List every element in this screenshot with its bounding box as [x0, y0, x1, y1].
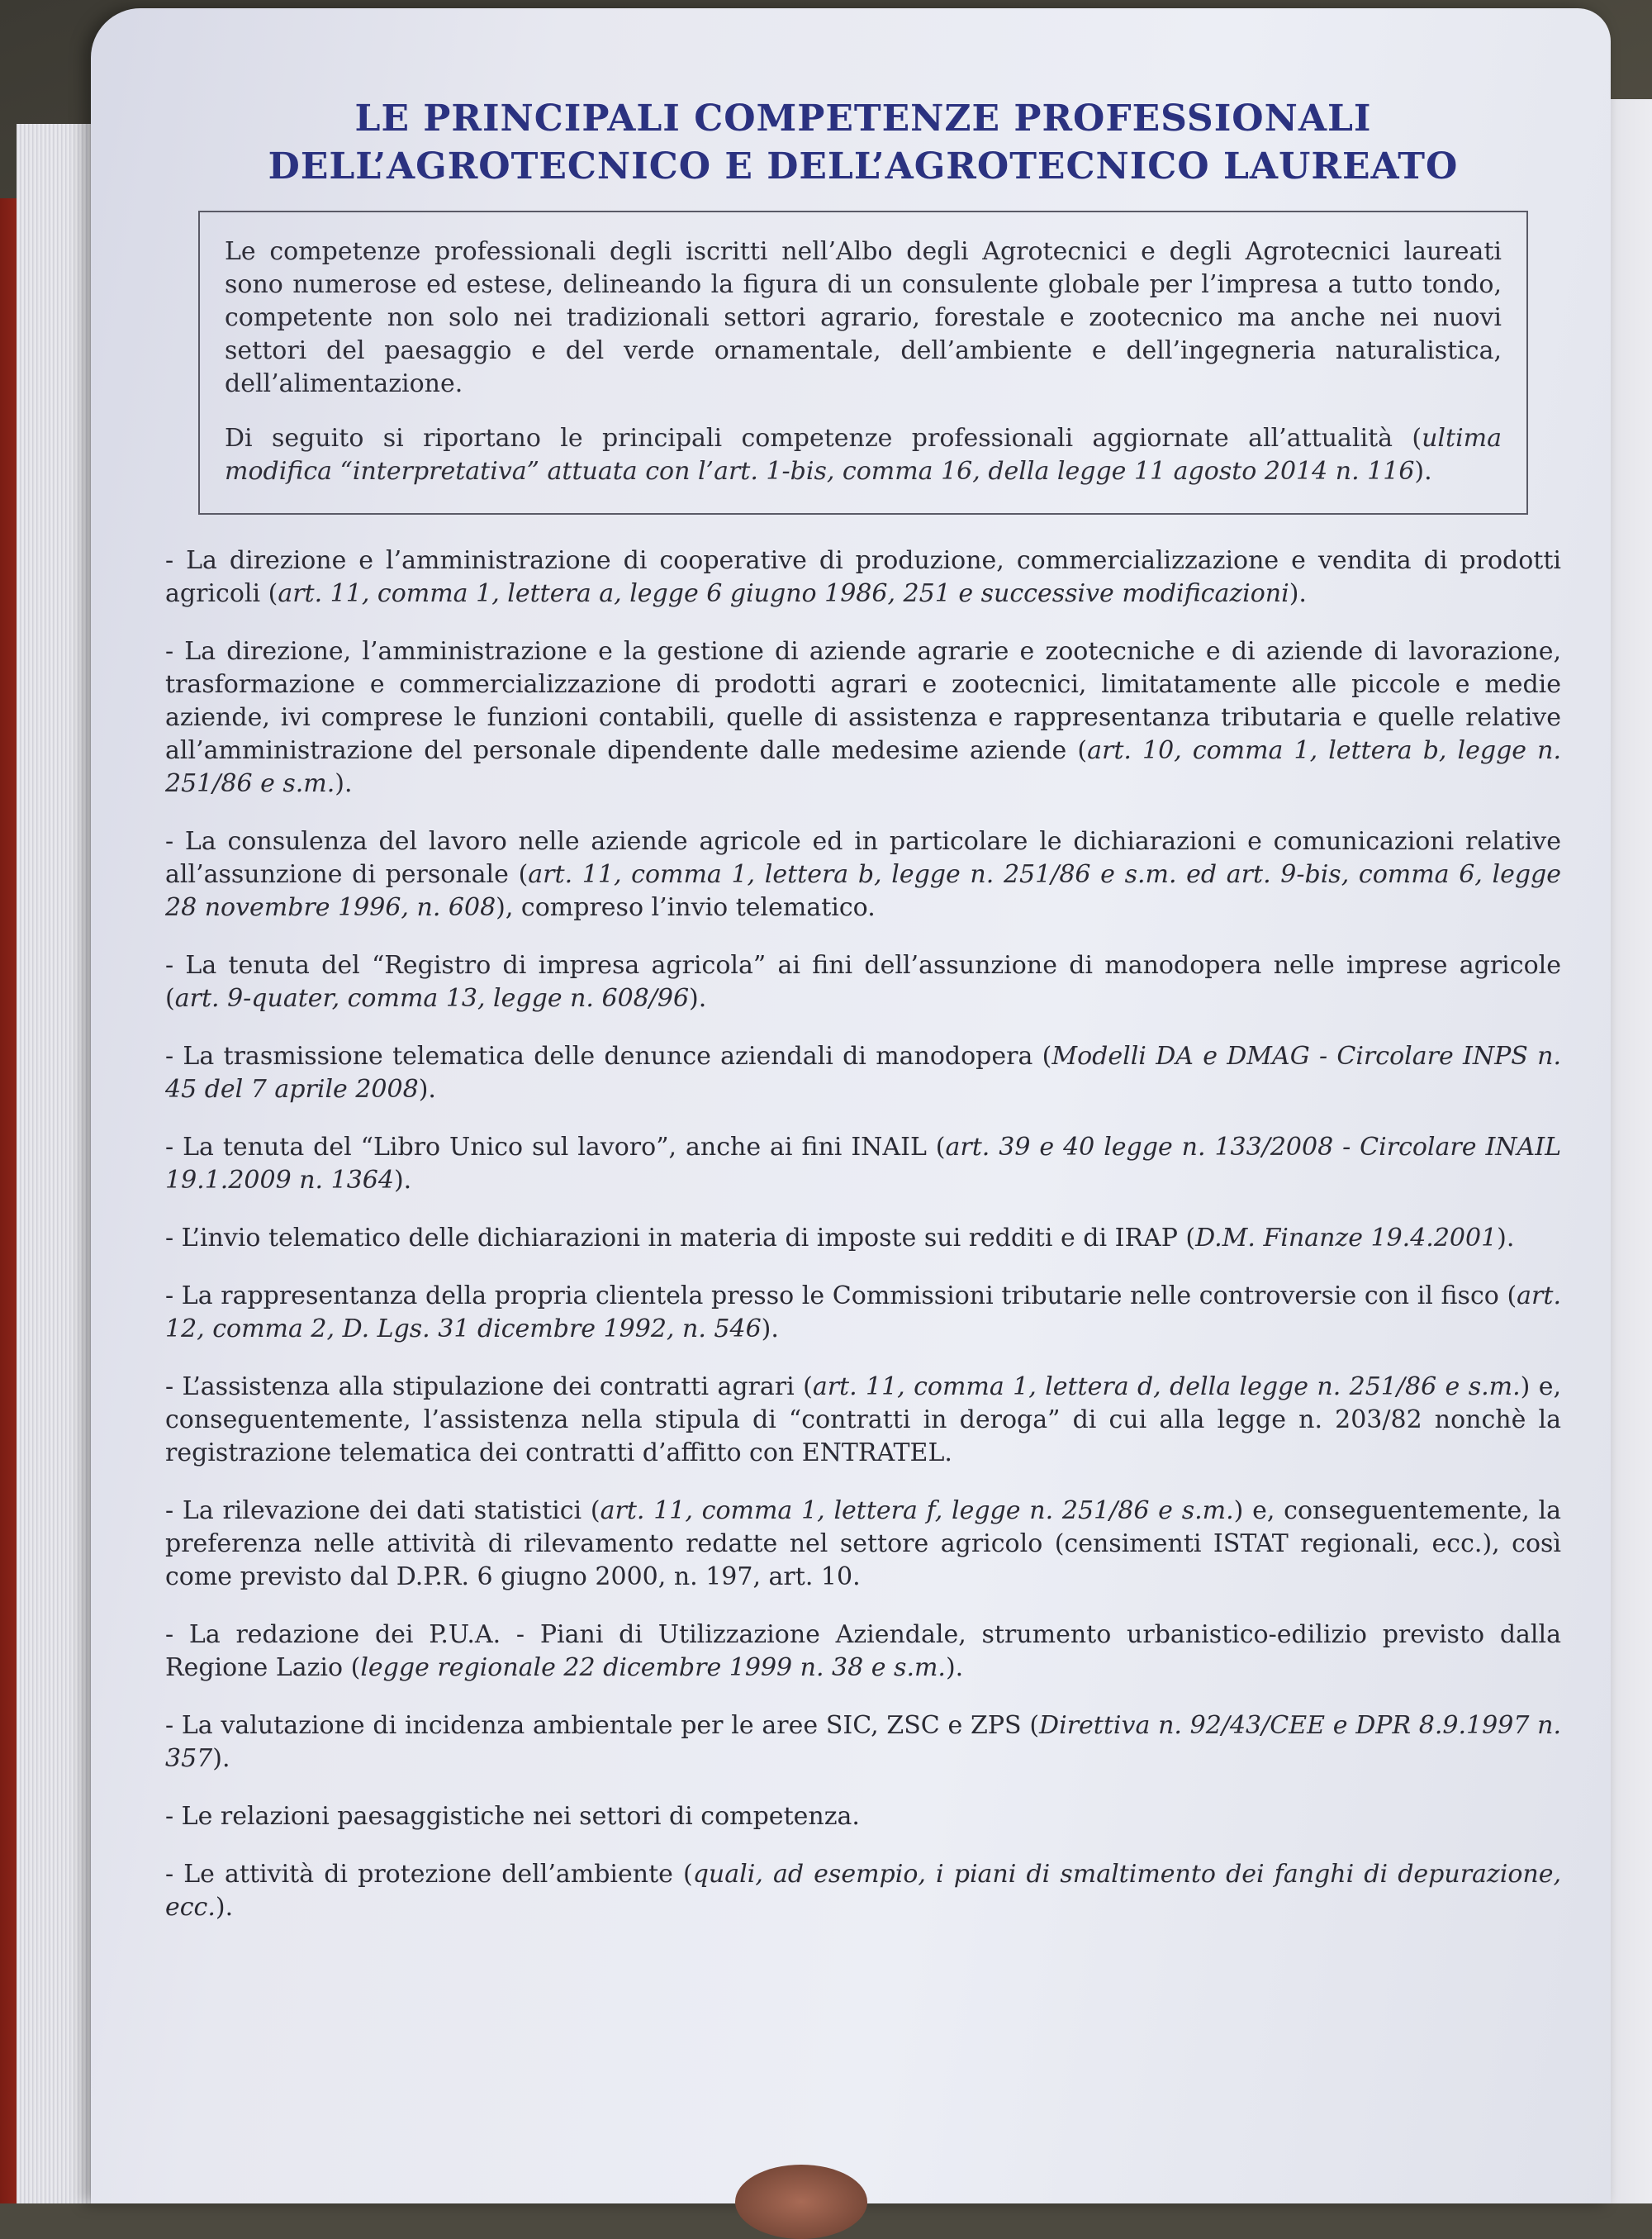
page-content: [165, 95, 1561, 1949]
list-item-end: ).: [418, 1075, 436, 1104]
list-item-text: - La tenuta del “Libro Unico sul lavoro”, anche ai fini INAIL (: [165, 1133, 946, 1162]
list-item: [165, 635, 1561, 801]
list-item: [165, 1619, 1561, 1685]
list-item-end: ).: [335, 769, 353, 798]
book-page: [91, 8, 1611, 2203]
list-item-text: - L’invio telematico delle dichiarazioni in materia di imposte sui redditi e di IRAP (: [165, 1224, 1196, 1253]
list-item: [165, 825, 1561, 925]
list-item-end: ).: [761, 1314, 779, 1343]
list-item: [165, 1280, 1561, 1346]
list-item-reference: art. 9-quater, comma 13, legge n. 608/96: [174, 984, 690, 1013]
list-item-text: - La rilevazione dei dati statistici (: [165, 1496, 601, 1525]
list-item-text: - La consulenza del lavoro nelle aziende agricole ed in particolare le dichiarazioni e comunicazioni relative all’assunzione di personale (: [165, 827, 1561, 889]
intro-paragraph-2: [225, 422, 1502, 488]
list-item-end: ) e, conseguentemente, la preferenza nelle attività di rilevamento redatte nel settore agricolo (censimenti ISTAT regionali, ecc.), così come previsto dal D.P.R. 6 giugno 2000, n. 197, art. 10.: [165, 1496, 1561, 1591]
list-item-end: ).: [945, 1653, 964, 1682]
list-item-reference: quali, ad esempio, i piani di smaltimento dei fanghi di depurazione, ecc.: [165, 1860, 1561, 1922]
list-item-reference: art. 10, comma 1, lettera b, legge n. 251/86 e s.m.: [165, 736, 1561, 798]
list-item-text: - La trasmissione telematica delle denunce aziendali di manodopera (: [165, 1042, 1052, 1071]
intro-box: [198, 211, 1528, 515]
page-title: [165, 95, 1561, 191]
list-item-reference: Direttiva n. 92/43/CEE e DPR 8.9.1997 n. 357: [165, 1711, 1562, 1773]
list-item-end: ).: [1497, 1224, 1515, 1253]
list-item-reference: art. 11, comma 1, lettera a, legge 6 giugno 1986, 251 e successive modificazioni: [278, 579, 1289, 608]
list-item: [165, 544, 1561, 611]
list-item: [165, 1858, 1561, 1924]
list-item-text: - L’assistenza alla stipulazione dei contratti agrari (: [165, 1372, 813, 1401]
list-item-reference: art. 11, comma 1, lettera b, legge n. 251/86 e s.m. ed art. 9-bis, comma 6, legge 28 novembre 1996, n. 608: [165, 860, 1562, 922]
intro-paragraph-2-text: Di seguito si riportano le principali competenze professionali aggiornate all’attualità (: [225, 424, 1422, 453]
intro-paragraph-2-reference: ultima modifica “interpretativa” attuata con l’art. 1-bis, comma 16, della legge 11 agosto 2014 n. 116: [225, 424, 1502, 486]
competence-list: [165, 544, 1561, 1924]
list-item-reference: art. 12, comma 2, D. Lgs. 31 dicembre 1992, n. 546: [165, 1281, 1561, 1343]
list-item-text: - La rappresentanza della propria clientela presso le Commissioni tributarie nelle controversie con il fisco (: [165, 1281, 1517, 1310]
list-item-reference: Modelli DA e DMAG - Circolare INPS n. 45 del 7 aprile 2008: [165, 1042, 1561, 1104]
list-item-reference: art. 11, comma 1, lettera f, legge n. 251/86 e s.m.: [600, 1496, 1234, 1525]
list-item-text: - La direzione, l’amministrazione e la gestione di aziende agrarie e zootecniche e di aziende di lavorazione, trasformazione e commercializzazione di prodotti agrari e zootecnici, limitatamente alle piccole e medie aziende, ivi comprese le funzioni contabili, quelle di assistenza e rappresentanza tributaria e quelle relative all’amministrazione del personale dipendente dalle medesime aziende (: [165, 637, 1561, 765]
list-item-end: ).: [212, 1744, 230, 1773]
list-item-reference: legge regionale 22 dicembre 1999 n. 38 e s.m.: [360, 1653, 946, 1682]
list-item-end: ).: [393, 1166, 412, 1195]
list-item-text: - La direzione e l’amministrazione di cooperative di produzione, commercializzazione e vendita di prodotti agricoli (: [165, 546, 1561, 608]
list-item: [165, 949, 1561, 1015]
intro-paragraph-1: Le competenze professionali degli iscritti nell’Albo degli Agrotecnici e degli Agrotecnici laureati sono numerose ed estese, delineando la figura di un consulente globale per l’impresa a tutto tondo, competente non solo nei tradizionali settori agrario, forestale e zootecnico ma anche nei nuovi settori del paesaggio e del verde ornamentale, dell’ambiente e dell’ingegneria naturalistica, dell’alimentazione.: [225, 237, 1502, 398]
list-item: [165, 1800, 1561, 1833]
list-item-text: - Le attività di protezione dell’ambiente (: [165, 1860, 693, 1889]
list-item-end: ), compreso l’invio telematico.: [496, 893, 876, 922]
list-item: [165, 1040, 1561, 1106]
list-item-reference: art. 11, comma 1, lettera d, della legge n. 251/86 e s.m.: [812, 1372, 1521, 1401]
intro-paragraph-2-end: ).: [1414, 457, 1432, 486]
list-item-end: ) e, conseguentemente, l’assistenza nella stipula di “contratti in deroga” di cui alla legge n. 203/82 nonchè la registrazione telematica dei contratti d’affitto con ENTRATEL.: [165, 1372, 1561, 1467]
page-title-line-2: DELL’AGROTECNICO E DELL’AGROTECNICO LAUREATO: [268, 145, 1459, 188]
list-item-end: ).: [689, 984, 707, 1013]
list-item-text: - La valutazione di incidenza ambientale per le aree SIC, ZSC e ZPS (: [165, 1711, 1040, 1740]
list-item: [165, 1709, 1561, 1776]
list-item-text: - La tenuta del “Registro di impresa agricola” ai fini dell’assunzione di manodopera nelle imprese agricole (: [165, 951, 1561, 1013]
list-item: [165, 1371, 1561, 1470]
list-item: [165, 1131, 1561, 1197]
list-item-text: - Le relazioni paesaggistiche nei settori di competenza.: [165, 1802, 860, 1831]
list-item-reference: D.M. Finanze 19.4.2001: [1195, 1224, 1498, 1253]
list-item-text: - La redazione dei P.U.A. - Piani di Utilizzazione Aziendale, strumento urbanistico-edilizio previsto dalla Regione Lazio (: [165, 1620, 1561, 1682]
page-title-line-1: LE PRINCIPALI COMPETENZE PROFESSIONALI: [354, 97, 1372, 140]
list-item-reference: art. 39 e 40 legge n. 133/2008 - Circolare INAIL 19.1.2009 n. 1364: [165, 1133, 1561, 1195]
list-item-end: ).: [1289, 579, 1307, 608]
list-item: [165, 1222, 1561, 1255]
list-item-end: ).: [215, 1893, 234, 1922]
fingertip: [735, 2165, 867, 2239]
list-item: [165, 1495, 1561, 1594]
